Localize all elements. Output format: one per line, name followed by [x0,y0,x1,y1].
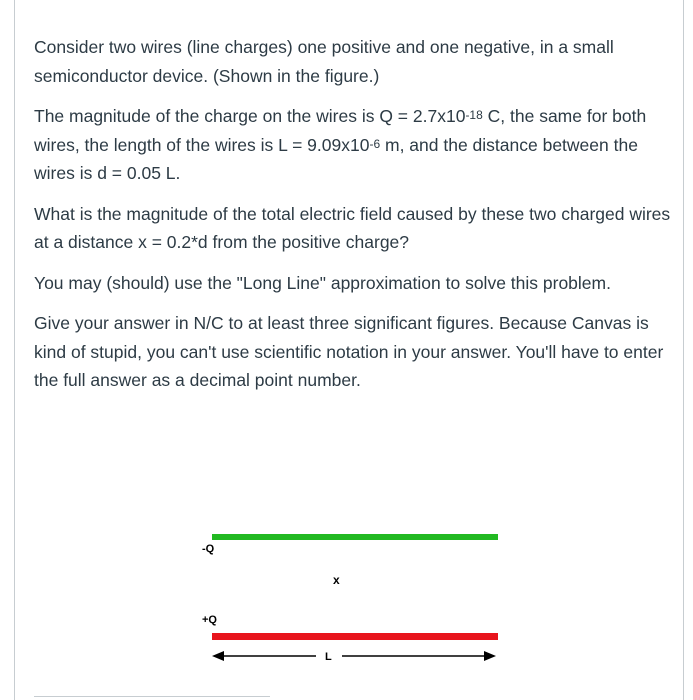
question-paragraph-3: What is the magnitude of the total electric field caused by these two charged wires at a distance x = 0.2*d from the positive charge? [34,203,671,252]
question-text [34,33,674,407]
negative-charge-label: -Q [202,543,215,555]
question-paragraph-4: You may (should) use the "Long Line" approximation to solve this problem. [34,272,611,293]
point-x-label: x [333,573,340,587]
answer-area-edge [34,696,270,700]
question-paragraph-1: Consider two wires (line charges) one positive and one negative, in a small semiconductor device. (Shown in the figure.) [34,37,614,86]
charge-text: The magnitude of the charge on the wires is Q = 2.7x10 [34,106,466,126]
positive-charge-label: +Q [202,614,217,626]
charge-exponent: -18 [465,108,483,122]
length-arrowhead-left [212,651,224,661]
question-paragraph-2 [34,102,674,188]
negative-wire [212,534,498,540]
positive-wire [212,633,498,640]
distance-text: m, and the distance between the wires is d = 0.05 L. [34,134,638,183]
question-paragraph-5: Give your answer in N/C to at least three significant figures. Because Canvas is kind of stupid, you can't use scientific notation in your answer. You'll have to enter the full answer as a decimal point number. [34,313,664,390]
length-arrowhead-right [484,651,496,661]
length-exponent: -6 [369,136,381,151]
length-text: C, the same for both wires, the length of the wires is L = 9.09x10 [34,106,647,155]
wires-figure [190,520,510,670]
length-label: L [325,651,332,663]
